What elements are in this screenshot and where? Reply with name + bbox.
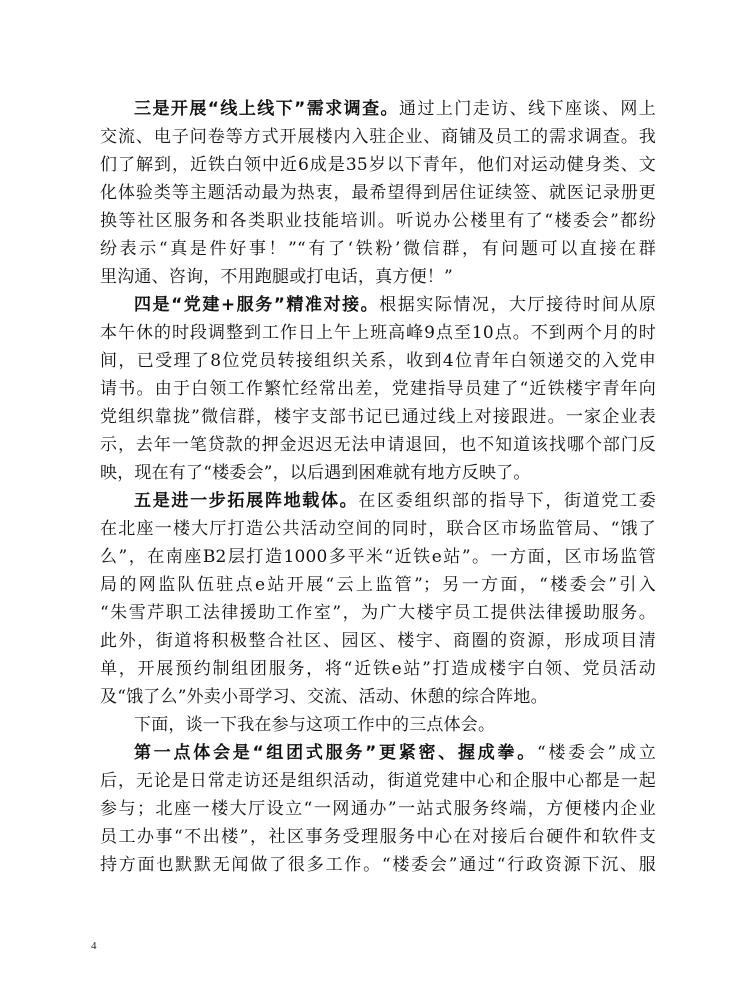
line-text: 通过上门走访、线下座谈、网上 — [399, 99, 656, 119]
text-line: 么”，在南座B2层打造1000多平米“近铁e站”。一方面，区市场监管 — [100, 547, 656, 567]
document-body — [100, 95, 656, 879]
text-line: 纷表示“真是件好事！”“有了‘铁粉’微信群，有问题可以直接在群 — [100, 239, 656, 259]
text-line: 在北座一楼大厅打造公共活动空间的同时，联合区市场监管局、“饿了 — [100, 519, 656, 539]
page-number: 4 — [91, 940, 97, 952]
paragraph-needs-survey — [100, 95, 656, 291]
paragraph-heading: 五是进一步拓展阵地载体。 — [134, 491, 359, 511]
paragraph-heading: 三是开展“线上线下”需求调查。 — [134, 99, 400, 119]
paragraph-expand-carrier — [100, 487, 656, 711]
paragraph-intro-experience — [100, 711, 656, 739]
line-text: “楼委会”成立 — [536, 743, 656, 763]
text-line: 党组织靠拢”微信群，楼宇支部书记已通过线上对接跟进。一家企业表 — [100, 407, 656, 427]
text-line: “朱雪芹职工法律援助工作室”，为广大楼宇员工提供法律援助服务。 — [100, 603, 656, 623]
text-line: 单，开展预约制组团服务，将“近铁e站”打造成楼宇白领、党员活动 — [100, 659, 656, 679]
text-line: 局的网监队伍驻点e站开展“云上监管”；另一方面，“楼委会”引入 — [100, 575, 656, 595]
text-line — [100, 487, 656, 515]
text-line: 示，去年一笔贷款的押金迟迟无法申请退回，也不知道该找哪个部门反 — [100, 435, 656, 455]
text-line: 化体验类等主题活动最为热衷，最希望得到居住证续签、就医记录册更 — [100, 183, 656, 203]
text-line: 间，已受理了8位党员转接组织关系，收到4位青年白领递交的入党申 — [100, 351, 656, 371]
text-line: 持方面也默默无闻做了很多工作。“楼委会”通过“行政资源下沉、服 — [100, 855, 656, 875]
paragraph-heading: 第一点体会是“组团式服务”更紧密、握成拳。 — [134, 743, 537, 763]
text-line: 此外，街道将积极整合社区、园区、楼宇、商圈的资源，形成项目清 — [100, 631, 656, 651]
text-line: 下面，谈一下我在参与这项工作中的三点体会。 — [134, 715, 496, 735]
text-line — [100, 95, 656, 123]
text-line — [100, 291, 656, 319]
text-line: 交流、电子问卷等方式开展楼内入驻企业、商铺及员工的需求调查。我 — [100, 127, 656, 147]
text-line: 参与；北座一楼大厅设立“一网通办”一站式服务终端，方便楼内企业 — [100, 799, 656, 819]
line-text: 根据实际情况，大厅接待时间从原 — [379, 295, 657, 315]
paragraph-party-service — [100, 291, 656, 487]
paragraph-heading: 四是“党建+服务”精准对接。 — [134, 295, 380, 315]
text-line: 后，无论是日常走访还是组织活动，街道党建中心和企服中心都是一起 — [100, 771, 656, 791]
text-line: 员工办事“不出楼”，社区事务受理服务中心在对接后台硬件和软件支 — [100, 827, 656, 847]
text-line: 换等社区服务和各类职业技能培训。听说办公楼里有了“楼委会”都纷 — [100, 211, 656, 231]
line-text: 在区委组织部的指导下，街道党工委 — [358, 491, 656, 511]
text-line: 本午休的时段调整到工作日上午上班高峰9点至10点。不到两个月的时 — [100, 323, 656, 343]
paragraph-first-experience — [100, 739, 656, 879]
text-line: 及“饿了么”外卖小哥学习、交流、活动、休憩的综合阵地。 — [100, 687, 548, 707]
text-line: 映，现在有了“楼委会”，以后遇到困难就有地方反映了。 — [100, 463, 531, 483]
text-line: 请书。由于白领工作繁忙经常出差，党建指导员建了“近铁楼宇青年向 — [100, 379, 656, 399]
text-line — [100, 739, 656, 767]
text-line: 们了解到，近铁白领中近6成是35岁以下青年，他们对运动健身类、文 — [100, 155, 656, 175]
text-line: 里沟通、咨询，不用跑腿或打电话，真方便！” — [100, 267, 453, 287]
